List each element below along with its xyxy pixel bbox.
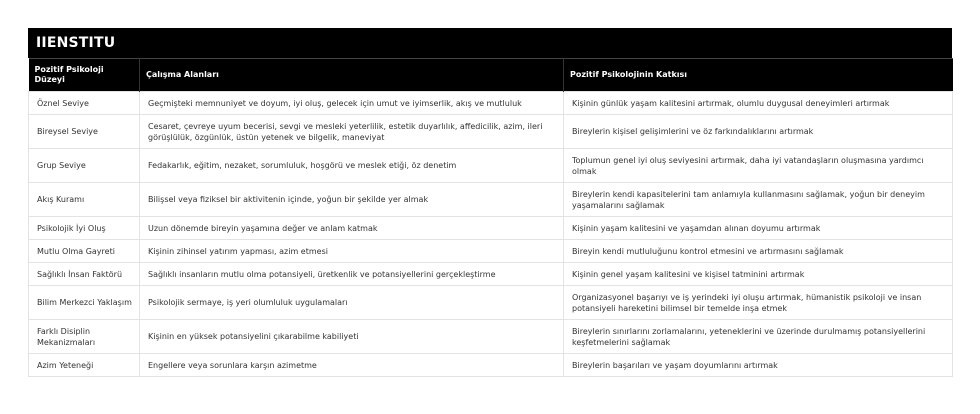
cell-areas: Bilişsel veya fiziksel bir aktivitenin içinde, yoğun bir şekilde yer almak xyxy=(140,183,564,217)
table-header xyxy=(29,59,953,92)
content-wrapper xyxy=(28,28,952,377)
cell-level: Psikolojik İyi Oluş xyxy=(29,217,140,240)
column-header-level: Pozitif Psikoloji Düzeyi xyxy=(29,59,140,92)
table-row xyxy=(29,183,953,217)
cell-areas: Cesaret, çevreye uyum becerisi, sevgi ve mesleki yeterlilik, estetik duyarlılık, affedicilik, azim, ileri görüşlülük, özgünlük, üstün yetenek ve bilgelik, maneviyat xyxy=(140,115,564,149)
cell-areas: Engellere veya sorunlara karşın azimetme xyxy=(140,354,564,377)
cell-areas: Psikolojik sermaye, iş yeri olumluluk uygulamaları xyxy=(140,286,564,320)
table-row xyxy=(29,92,953,115)
brand-header xyxy=(28,28,952,58)
cell-areas: Uzun dönemde bireyin yaşamına değer ve anlam katmak xyxy=(140,217,564,240)
cell-level: Akış Kuramı xyxy=(29,183,140,217)
cell-level: Bilim Merkezci Yaklaşım xyxy=(29,286,140,320)
table-row xyxy=(29,286,953,320)
cell-areas: Geçmişteki memnuniyet ve doyum, iyi oluş, gelecek için umut ve iyimserlik, akış ve mutluluk xyxy=(140,92,564,115)
cell-contribution: Bireylerin kişisel gelişimlerini ve öz farkındalıklarını artırmak xyxy=(564,115,953,149)
cell-level: Öznel Seviye xyxy=(29,92,140,115)
positive-psychology-table xyxy=(28,58,953,377)
table-row xyxy=(29,217,953,240)
cell-contribution: Bireylerin kendi kapasitelerini tam anlamıyla kullanmasını sağlamak, yoğun bir deneyim yaşamalarını sağlamak xyxy=(564,183,953,217)
table-row xyxy=(29,240,953,263)
cell-level: Sağlıklı İnsan Faktörü xyxy=(29,263,140,286)
column-header-areas: Çalışma Alanları xyxy=(140,59,564,92)
cell-contribution: Bireylerin sınırlarını zorlamalarını, yeteneklerini ve üzerinde durulmamış potansiyellerini keşfetmelerini sağlamak xyxy=(564,320,953,354)
cell-level: Azim Yeteneği xyxy=(29,354,140,377)
table-row xyxy=(29,149,953,183)
cell-contribution: Kişinin günlük yaşam kalitesini artırmak, olumlu duygusal deneyimleri artırmak xyxy=(564,92,953,115)
cell-level: Farklı Disiplin Mekanizmaları xyxy=(29,320,140,354)
cell-contribution: Bireyin kendi mutluluğunu kontrol etmesini ve artırmasını sağlamak xyxy=(564,240,953,263)
cell-contribution: Kişinin yaşam kalitesini ve yaşamdan alınan doyumu artırmak xyxy=(564,217,953,240)
table-row xyxy=(29,354,953,377)
cell-level: Mutlu Olma Gayreti xyxy=(29,240,140,263)
table-row xyxy=(29,320,953,354)
cell-level: Grup Seviye xyxy=(29,149,140,183)
cell-contribution: Toplumun genel iyi oluş seviyesini artırmak, daha iyi vatandaşların oluşmasına yardımcı olmak xyxy=(564,149,953,183)
cell-contribution: Bireylerin başarıları ve yaşam doyumlarını artırmak xyxy=(564,354,953,377)
table-row xyxy=(29,115,953,149)
cell-areas: Kişinin zihinsel yatırım yapması, azim etmesi xyxy=(140,240,564,263)
table-body xyxy=(29,92,953,377)
cell-areas: Sağlıklı insanların mutlu olma potansiyeli, üretkenlik ve potansiyellerini gerçekleştirme xyxy=(140,263,564,286)
cell-areas: Kişinin en yüksek potansiyelini çıkarabilme kabiliyeti xyxy=(140,320,564,354)
cell-level: Bireysel Seviye xyxy=(29,115,140,149)
header-row xyxy=(29,59,953,92)
column-header-contribution: Pozitif Psikolojinin Katkısı xyxy=(564,59,953,92)
table-row xyxy=(29,263,953,286)
cell-contribution: Kişinin genel yaşam kalitesini ve kişisel tatminini artırmak xyxy=(564,263,953,286)
cell-areas: Fedakarlık, eğitim, nezaket, sorumluluk, hoşgörü ve meslek etiği, öz denetim xyxy=(140,149,564,183)
brand-logo: IIENSTITU xyxy=(36,35,116,51)
cell-contribution: Organizasyonel başarıyı ve iş yerindeki iyi oluşu artırmak, hümanistik psikoloji ve insan potansiyeli hareketini bilimsel bir temelde inşa etmek xyxy=(564,286,953,320)
